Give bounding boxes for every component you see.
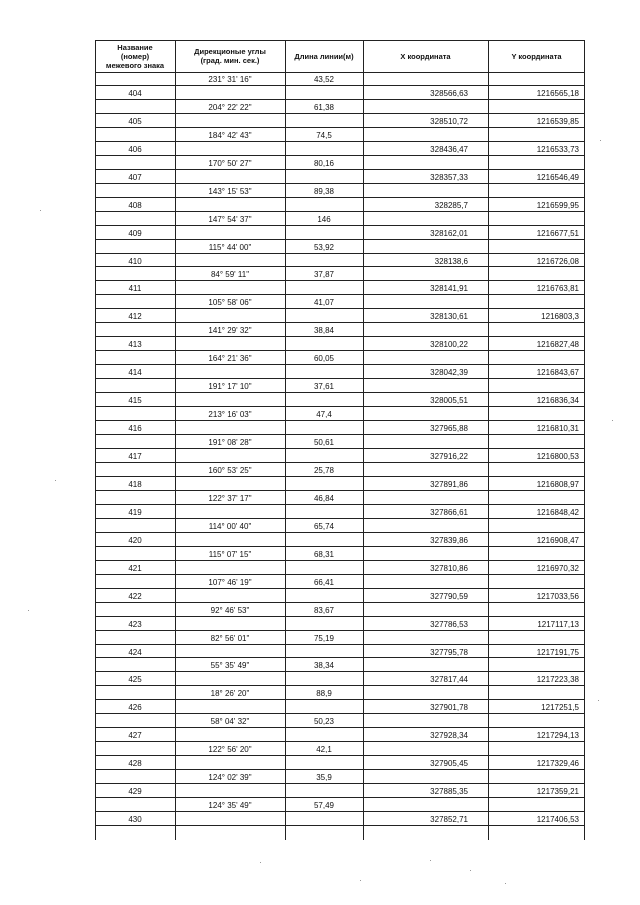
row-rule [95,239,585,240]
x-coordinate: 327866,61 [430,507,468,517]
table-row-segment [95,491,585,505]
y-coordinate: 1216843,67 [536,368,579,378]
direction-angle: 107° 46' 19" [208,577,252,587]
table-border-top [95,40,585,41]
x-coordinate: 328042,39 [430,368,468,378]
direction-angle: 164° 21' 36" [208,354,252,364]
line-length: 66,41 [313,577,335,587]
row-rule [95,811,585,812]
direction-angle: 114° 00' 40" [208,521,252,531]
row-rule [95,225,585,226]
line-length: 89,38 [313,186,335,196]
x-coordinate: 327905,45 [430,759,468,769]
row-rule [95,336,585,337]
table-row-point [95,477,585,491]
header-angle: Дирекционые углы (град. мин. сек.) [194,47,266,65]
point-name: 420 [128,535,142,545]
table-row-point [95,114,585,128]
table-row-point [95,281,585,295]
direction-angle: 184° 42' 43" [208,130,252,140]
table-row-segment [95,742,585,756]
direction-angle: 18° 26' 20" [210,689,250,699]
row-rule [95,685,585,686]
table-row-segment [95,323,585,337]
y-coordinate: 1216763,81 [536,284,579,294]
table-row-point [95,561,585,575]
table-row-segment [95,547,585,561]
row-rule [95,183,585,184]
table-row-point [95,784,585,798]
row-rule [95,211,585,212]
point-name: 422 [128,591,142,601]
x-coordinate: 327891,86 [430,479,468,489]
column-rule [285,40,286,840]
direction-angle: 84° 59' 11" [210,270,250,280]
line-length: 38,34 [313,661,335,671]
speck [55,480,56,481]
line-length: 75,19 [313,633,335,643]
table-row-segment [95,519,585,533]
point-name: 405 [128,116,142,126]
table-row-segment [95,240,585,254]
point-name: 430 [128,815,142,825]
header-x: X координата [400,51,451,61]
y-coordinate: 1216800,53 [536,452,579,462]
row-rule [95,755,585,756]
column-rule [488,40,489,840]
direction-angle: 170° 50' 27" [208,158,252,168]
line-length: 38,84 [313,326,335,336]
table-row-point [95,533,585,547]
point-name: 423 [128,619,142,629]
direction-angle: 55° 35' 49" [210,661,250,671]
table-row-point [95,617,585,631]
header-length: Длина линии(м) [294,51,354,61]
row-rule [95,825,585,826]
line-length: 37,61 [313,382,335,392]
table-row-point [95,505,585,519]
direction-angle: 105° 58' 06" [208,298,252,308]
table-row-point [95,309,585,323]
line-length: 41,07 [313,298,335,308]
row-rule [95,392,585,393]
row-rule [95,699,585,700]
x-coordinate: 327790,59 [430,591,468,601]
row-rule [95,406,585,407]
x-coordinate: 327965,88 [430,424,468,434]
row-rule [95,657,585,658]
line-length: 50,23 [313,717,335,727]
header-divider [95,72,585,73]
point-name: 428 [128,759,142,769]
table-row-segment [95,686,585,700]
y-coordinate: 1217251,5 [541,703,579,713]
point-name: 408 [128,200,142,210]
line-length: 46,84 [313,493,335,503]
row-rule [95,727,585,728]
row-rule [95,490,585,491]
line-length: 80,16 [313,158,335,168]
y-coordinate: 1217359,21 [536,787,579,797]
direction-angle: 213° 16' 03" [208,410,252,420]
table-row-point [95,449,585,463]
y-coordinate: 1217117,13 [537,619,579,629]
x-coordinate: 327885,35 [430,787,468,797]
point-name: 410 [128,256,142,266]
line-length: 43,52 [313,75,335,84]
line-length: 42,1 [316,745,332,755]
row-rule [95,574,585,575]
point-name: 409 [128,228,142,238]
table-row-segment [95,770,585,784]
table-row-segment [95,267,585,281]
y-coordinate: 1216970,32 [536,563,579,573]
table-row-point [95,756,585,770]
y-coordinate: 1217033,56 [536,591,579,601]
table-row-point [95,170,585,184]
x-coordinate: 328141,91 [430,284,468,294]
row-rule [95,797,585,798]
x-coordinate: 328357,33 [430,172,468,182]
direction-angle: 204° 22' 22" [208,102,252,112]
y-coordinate: 1216539,85 [536,116,579,126]
row-rule [95,378,585,379]
point-name: 404 [128,88,142,98]
y-coordinate: 1216677,51 [536,228,579,238]
row-rule [95,364,585,365]
table-row-point [95,421,585,435]
y-coordinate: 1217294,13 [536,731,579,741]
table-row-point [95,645,585,659]
point-name: 411 [128,284,142,294]
row-rule [95,769,585,770]
x-coordinate: 327852,71 [430,815,468,825]
table-header [95,40,585,72]
table-row-segment [95,658,585,672]
row-rule [95,741,585,742]
line-length: 61,38 [313,102,335,112]
table-row-segment [95,631,585,645]
point-name: 414 [128,368,142,378]
row-rule [95,253,585,254]
speck [612,420,613,421]
table-row-segment [95,798,585,812]
point-name: 429 [128,787,142,797]
direction-angle: 141° 29' 32" [208,326,252,336]
direction-angle: 82° 56' 01" [210,633,250,643]
table-row-point [95,254,585,268]
point-name: 418 [128,479,142,489]
column-rule [95,40,96,840]
table-row-segment [95,128,585,142]
x-coordinate: 327817,44 [430,675,468,685]
y-coordinate: 1216726,08 [536,256,579,266]
table-row-point [95,86,585,100]
speck [600,140,601,141]
row-rule [95,560,585,561]
row-rule [95,630,585,631]
row-rule [95,169,585,170]
table-row-segment [95,295,585,309]
row-rule [95,532,585,533]
speck [360,880,361,881]
table-row-point [95,337,585,351]
y-coordinate: 1217223,38 [536,675,579,685]
line-length: 65,74 [313,521,335,531]
x-coordinate: 328138,6 [434,256,468,266]
line-length: 83,67 [313,605,335,615]
point-name: 425 [128,675,142,685]
table-row-segment [95,100,585,114]
x-coordinate: 328285,7 [434,200,468,210]
x-coordinate: 328005,51 [430,396,468,406]
x-coordinate: 327916,22 [430,452,468,462]
x-coordinate: 328100,22 [430,340,468,350]
table-row-point [95,365,585,379]
table-row-segment [95,351,585,365]
table-row-point [95,812,585,826]
point-name: 424 [128,647,142,657]
speck [470,870,471,871]
point-name: 421 [128,563,142,573]
speck [40,210,41,211]
table-row-segment [95,463,585,477]
row-rule [95,713,585,714]
x-coordinate: 328510,72 [430,116,468,126]
point-name: 419 [128,507,142,517]
column-rule [363,40,364,840]
direction-angle: 191° 08' 28" [208,438,252,448]
x-coordinate: 327810,86 [430,563,468,573]
point-name: 417 [128,452,142,462]
line-length: 25,78 [313,465,335,475]
x-coordinate: 327839,86 [430,535,468,545]
coordinate-table [95,40,585,840]
point-name: 412 [128,312,142,322]
y-coordinate: 1216848,42 [536,507,579,517]
row-rule [95,616,585,617]
point-name: 406 [128,144,142,154]
row-rule [95,266,585,267]
point-name: 407 [128,172,142,182]
line-length: 60,05 [313,354,335,364]
direction-angle: 231° 31' 16" [208,75,252,84]
speck [28,610,29,611]
direction-angle: 147° 54' 37" [208,214,252,224]
row-rule [95,322,585,323]
table-row-point [95,142,585,156]
table-row-segment [95,212,585,226]
y-coordinate: 1216803,3 [541,312,579,322]
y-coordinate: 1216810,31 [536,424,579,434]
direction-angle: 124° 35' 49" [208,801,252,811]
table-row-segment [95,407,585,421]
point-name: 416 [128,424,142,434]
row-rule [95,783,585,784]
column-rule [175,40,176,840]
row-rule [95,476,585,477]
direction-angle: 124° 02' 39" [208,773,252,783]
direction-angle: 122° 37' 17" [208,493,252,503]
row-rule [95,85,585,86]
row-rule [95,448,585,449]
y-coordinate: 1216808,97 [536,479,579,489]
y-coordinate: 1217329,46 [536,759,579,769]
table-row-point [95,672,585,686]
x-coordinate: 327795,78 [430,647,468,657]
y-coordinate: 1217406,53 [536,815,579,825]
table-body [95,72,585,840]
x-coordinate: 328162,01 [430,228,468,238]
direction-angle: 143° 15' 53" [208,186,252,196]
x-coordinate: 327928,34 [430,731,468,741]
line-length: 50,61 [313,438,335,448]
row-rule [95,602,585,603]
x-coordinate: 327901,78 [430,703,468,713]
row-rule [95,546,585,547]
y-coordinate: 1216827,48 [536,340,579,350]
header-name: Название (номер) межевого знака [105,42,165,70]
y-coordinate: 1216836,34 [536,396,579,406]
x-coordinate: 327786,53 [430,619,468,629]
row-rule [95,197,585,198]
table-row-segment [95,156,585,170]
speck [598,700,599,701]
y-coordinate: 1216908,47 [536,535,579,545]
x-coordinate: 328130,61 [430,312,468,322]
row-rule [95,518,585,519]
point-name: 427 [128,731,142,741]
line-length: 35,9 [316,773,332,783]
row-rule [95,462,585,463]
table-row-segment [95,714,585,728]
direction-angle: 92° 46' 53" [210,605,250,615]
line-length: 146 [317,214,331,224]
direction-angle: 122° 56' 20" [208,745,252,755]
table-row-point [95,589,585,603]
y-coordinate: 1217191,75 [536,647,579,657]
row-rule [95,588,585,589]
row-rule [95,99,585,100]
x-coordinate: 328566,63 [430,88,468,98]
direction-angle: 191° 17' 10" [208,382,252,392]
direction-angle: 115° 07' 15" [208,549,252,559]
y-coordinate: 1216546,49 [536,172,579,182]
direction-angle: 58° 04' 32" [210,717,250,727]
x-coordinate: 328436,47 [430,144,468,154]
line-length: 37,87 [313,270,335,280]
table-row-segment [95,379,585,393]
table-row-segment [95,603,585,617]
row-rule [95,671,585,672]
line-length: 53,92 [313,242,335,252]
row-rule [95,113,585,114]
row-rule [95,644,585,645]
line-length: 88,9 [316,689,332,699]
table-row-point [95,198,585,212]
direction-angle: 160° 53' 25" [208,465,252,475]
table-row-point [95,226,585,240]
table-row-segment [95,575,585,589]
table-row-segment [95,184,585,198]
table-row-point [95,728,585,742]
row-rule [95,350,585,351]
y-coordinate: 1216533,73 [536,144,579,154]
table-row-point [95,393,585,407]
table-row-point [95,700,585,714]
row-rule [95,504,585,505]
row-rule [95,294,585,295]
row-rule [95,308,585,309]
row-rule [95,434,585,435]
point-name: 426 [128,703,142,713]
row-rule [95,155,585,156]
line-length: 47,4 [316,410,332,420]
line-length: 57,49 [313,801,335,811]
line-length: 74,5 [316,130,332,140]
row-rule [95,127,585,128]
y-coordinate: 1216565,18 [536,88,579,98]
y-coordinate: 1216599,95 [536,200,579,210]
header-y: Y координата [511,51,562,61]
table-row-segment [95,435,585,449]
row-rule [95,280,585,281]
row-rule [95,420,585,421]
column-rule [584,40,585,840]
line-length: 68,31 [313,549,335,559]
table-row-segment [95,72,585,86]
speck [260,862,261,863]
speck [505,883,506,884]
speck [430,860,431,861]
point-name: 413 [128,340,142,350]
point-name: 415 [128,396,142,406]
direction-angle: 115° 44' 00" [208,242,252,252]
row-rule [95,141,585,142]
